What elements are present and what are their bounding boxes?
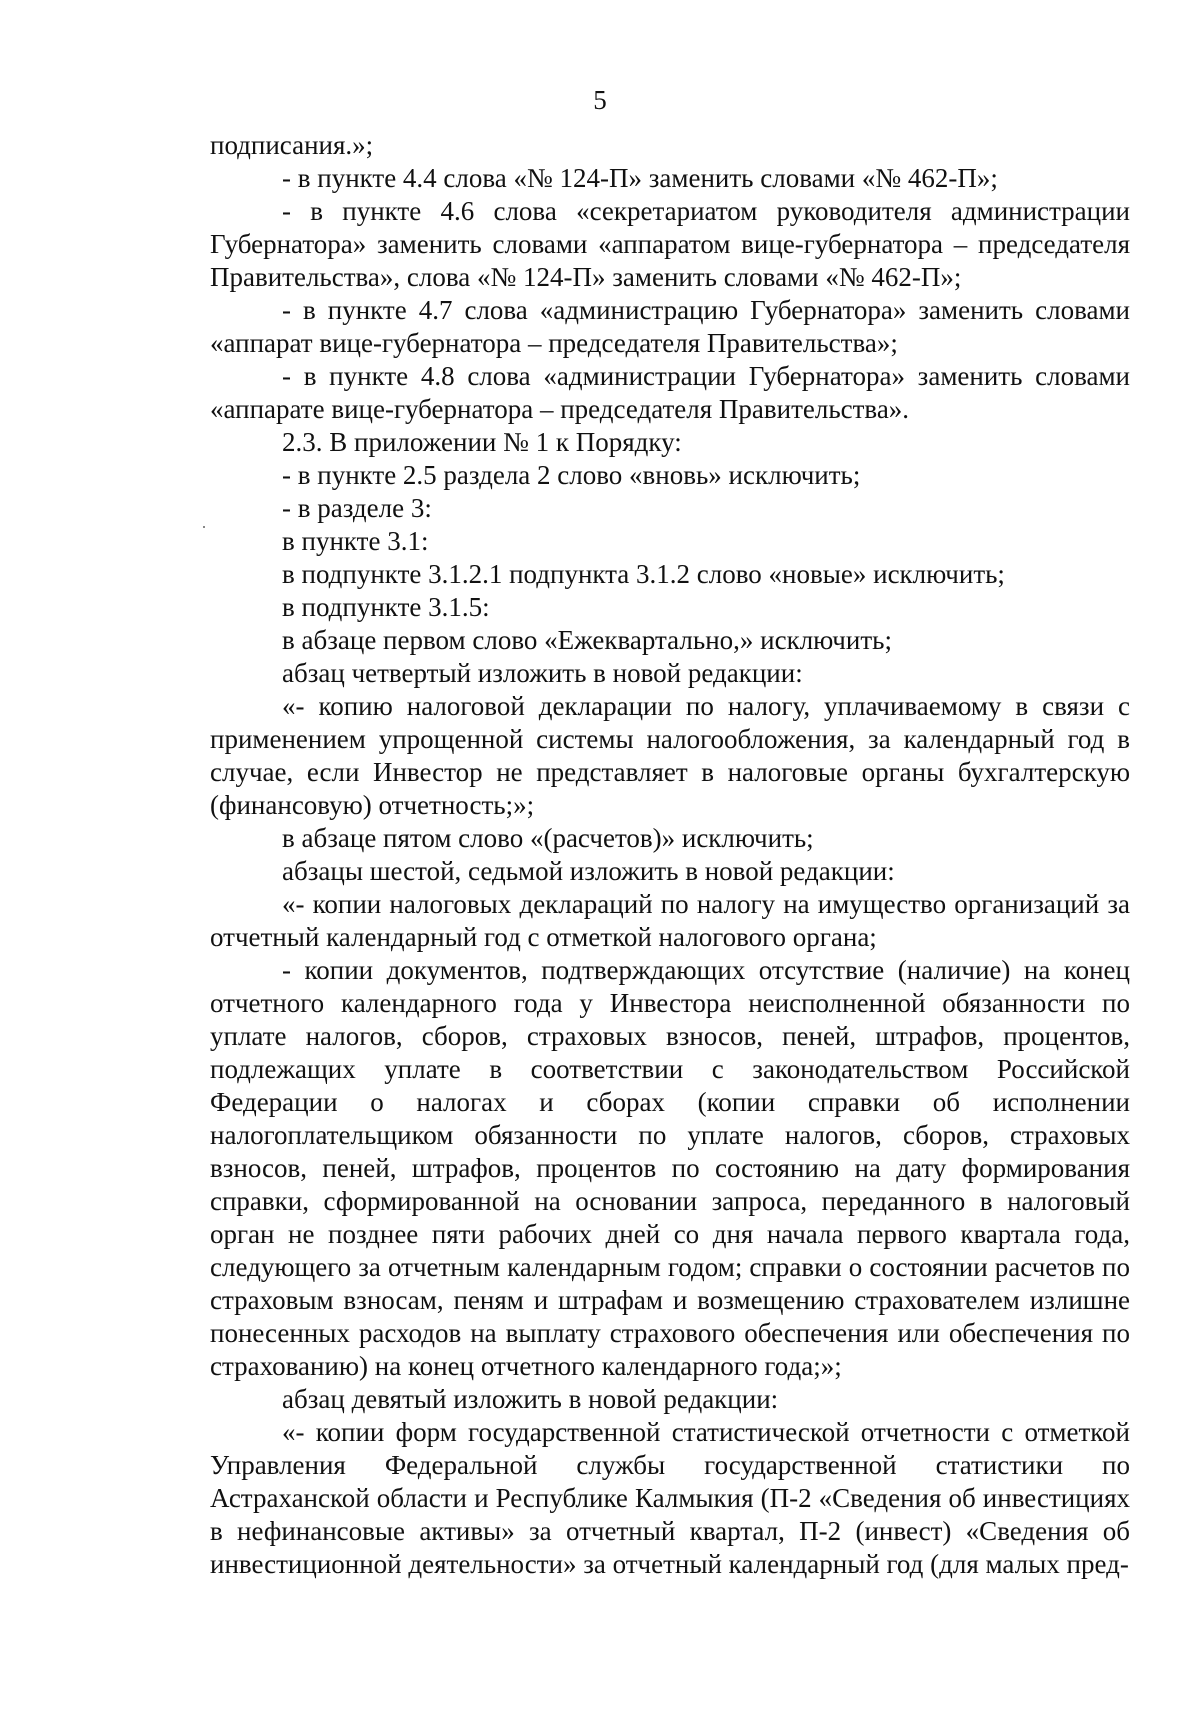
- paragraph: абзац девятый изложить в новой редакции:: [282, 1384, 779, 1414]
- paragraph: - в пункте 4.4 слова «№ 124-П» заменить словами «№ 462-П»;: [282, 163, 998, 193]
- paragraph: абзацы шестой, седьмой изложить в новой редакции:: [282, 856, 895, 886]
- paragraph: в подпункте 3.1.5:: [282, 592, 490, 622]
- paragraph: - в пункте 4.8 слова «администрации Губернатора» заменить словами «аппарате вице-губернатора – председателя Правительства».: [210, 361, 1130, 424]
- paragraph: 2.3. В приложении № 1 к Порядку:: [282, 427, 682, 457]
- paragraph: подписания.»;: [210, 130, 374, 160]
- paragraph: - в пункте 4.7 слова «администрацию Губернатора» заменить словами «аппарат вице-губернатора – председателя Правительства»;: [210, 295, 1130, 358]
- page-number: 5: [593, 85, 607, 115]
- paragraph: в пункте 3.1:: [282, 526, 429, 556]
- paragraph: - в пункте 4.6 слова «секретариатом руководителя администрации Губернатора» заменить словами «аппаратом вице-губернатора – председателя Правительства», слова «№ 124-П» заменить словами «№ 462-П»;: [210, 196, 1130, 292]
- paragraph: - в разделе 3:: [282, 493, 432, 523]
- paragraph: «- копию налоговой декларации по налогу, уплачиваемому в связи с применением упрощенной системы налогообложения, за календарный год в случае, если Инвестор не представляет в налоговые органы бухгалтерскую (финансовую) отчетность;»;: [210, 691, 1130, 820]
- paragraph: «- копии форм государственной статистической отчетности с отметкой Управления Федеральной службы государственной статистики по Астраханской области и Республике Калмыкия (П-2 «Сведения об инвестициях в нефинансовые активы» за отчетный квартал, П-2 (инвест) «Сведения об инвестиционной деятельности» за отчетный календарный год (для малых пред-: [210, 1417, 1130, 1579]
- paragraph: абзац четвертый изложить в новой редакции:: [282, 658, 803, 688]
- paragraph: в абзаце пятом слово «(расчетов)» исключить;: [282, 823, 814, 853]
- paragraph: в подпункте 3.1.2.1 подпункта 3.1.2 слово «новые» исключить;: [282, 559, 1005, 589]
- paragraph: «- копии налоговых деклараций по налогу на имущество организаций за отчетный календарный год с отметкой налогового органа;: [210, 889, 1130, 952]
- paragraph: - копии документов, подтверждающих отсутствие (наличие) на конец отчетного календарного года у Инвестора неисполненной обязанности по уплате налогов, сборов, страховых взносов, пеней, штрафов, процентов, подлежащих уплате в соответствии с законодательством Российской Федерации о налогах и сборах (копии справки об исполнении налогоплательщиком обязанности по уплате налогов, сборов, страховых взносов, пеней, штрафов, процентов по состоянию на дату формирования справки, сформированной на основании запроса, переданного в налоговый орган не позднее пяти рабочих дней со дня начала первого квартала года, следующего за отчетным календарным годом; справки о состоянии расчетов по страховым взносам, пеням и штрафам и возмещению страхователем излишне понесенных расходов на выплату страхового обеспечения или обеспечения по страхованию) на конец отчетного календарного года;»;: [210, 955, 1130, 1381]
- paragraph: в абзаце первом слово «Ежеквартально,» исключить;: [282, 625, 892, 655]
- document-body: [210, 129, 1130, 1581]
- paragraph: - в пункте 2.5 раздела 2 слово «вновь» исключить;: [282, 460, 861, 490]
- scan-speck: [203, 526, 205, 528]
